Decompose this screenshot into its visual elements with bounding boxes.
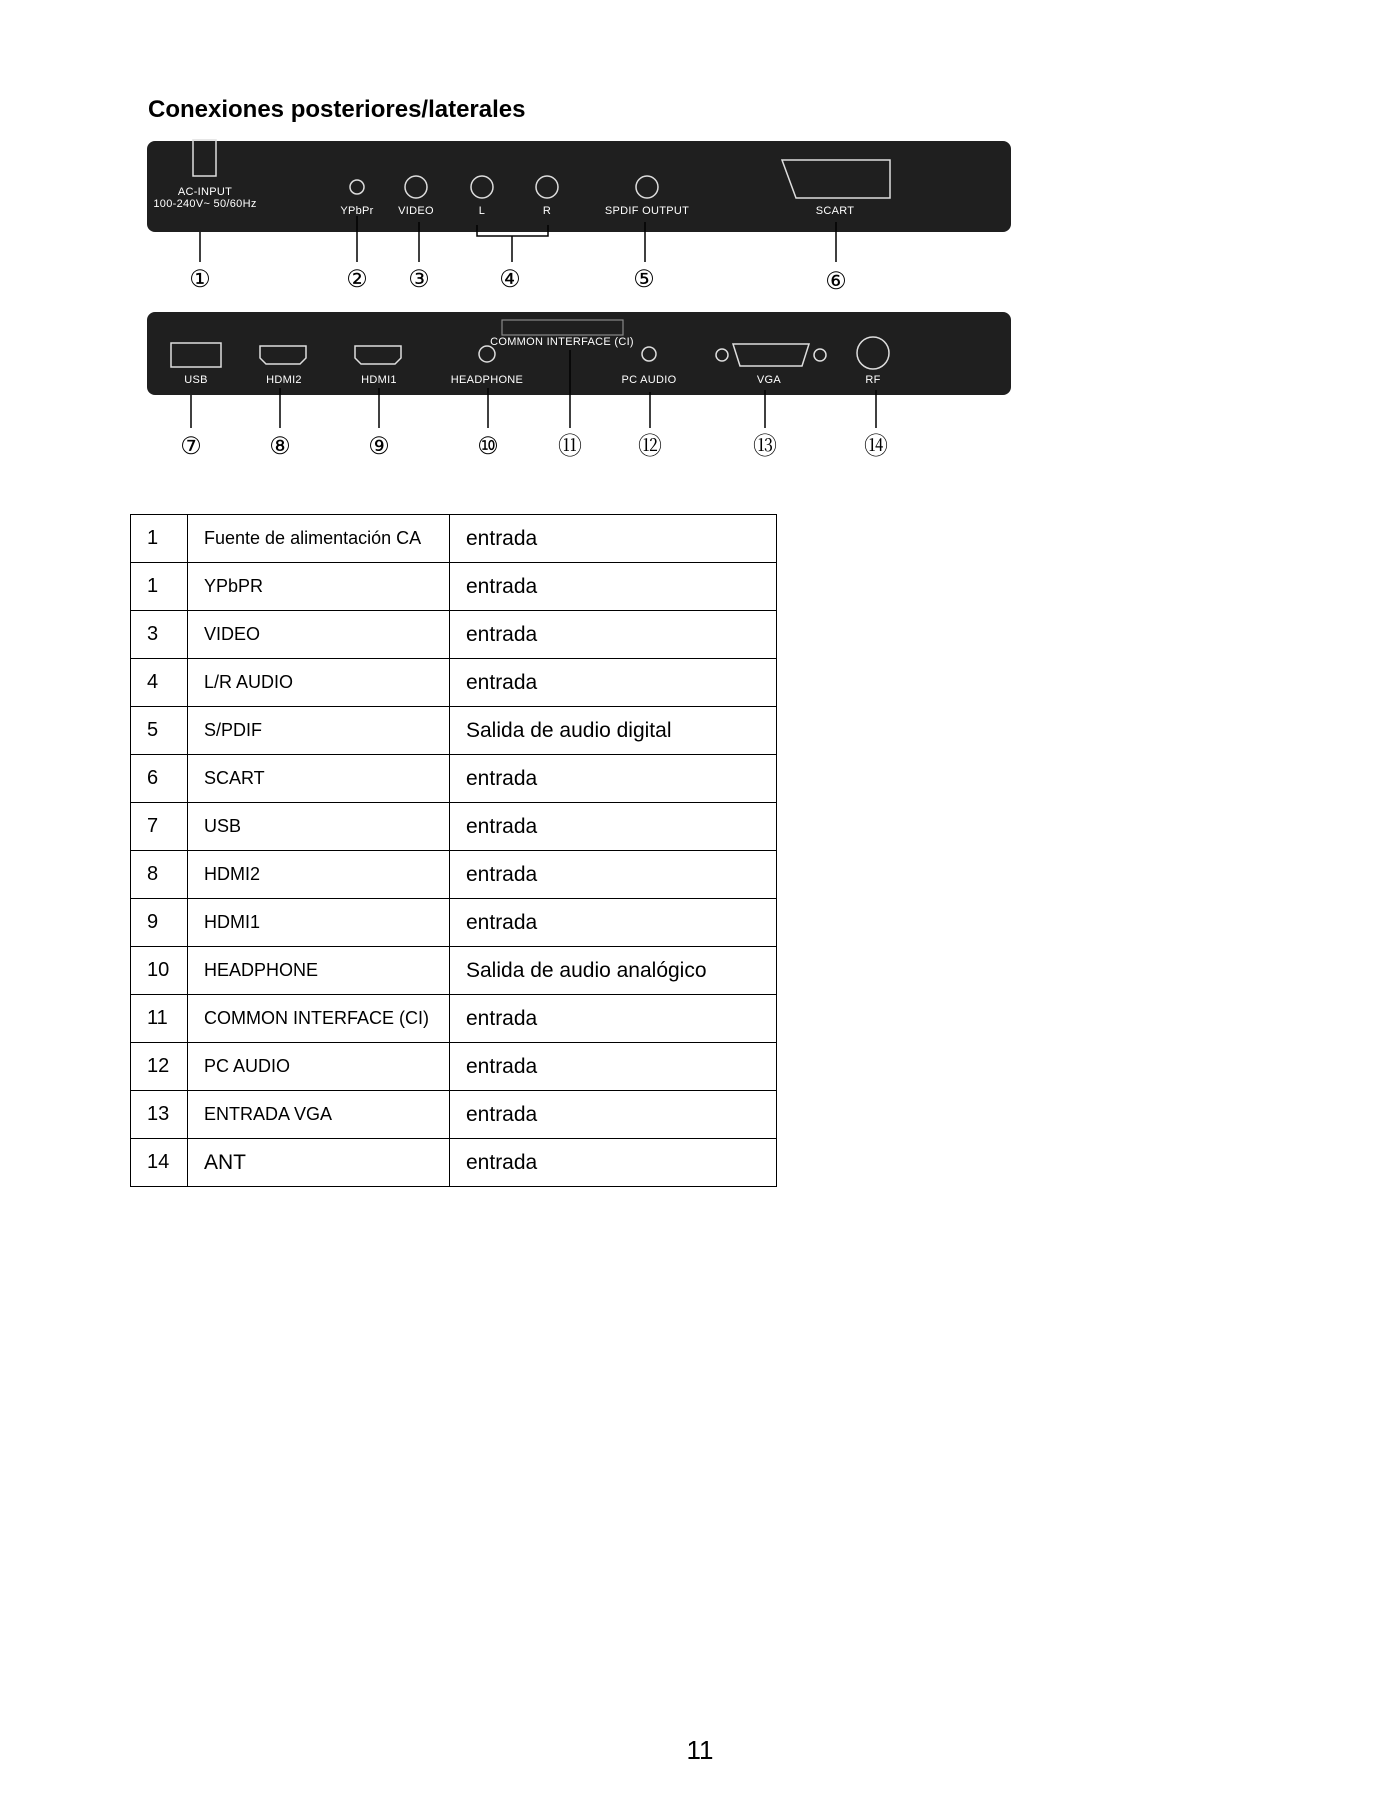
row-function: entrada xyxy=(450,1043,777,1091)
callout-13: ⑬ xyxy=(753,433,777,460)
row-connector: L/R AUDIO xyxy=(188,659,450,707)
row-connector: ANT xyxy=(188,1139,450,1187)
spdif-label: SPDIF OUTPUT xyxy=(604,205,690,217)
row-function: entrada xyxy=(450,995,777,1043)
callout-7: ⑦ xyxy=(180,433,202,460)
page-number: 11 xyxy=(686,1735,714,1765)
row-number: 13 xyxy=(131,1091,188,1139)
row-function: entrada xyxy=(450,803,777,851)
bottom-callouts xyxy=(180,433,888,460)
table-row xyxy=(131,659,777,707)
ac-input-spec: 100-240V~ 50/60Hz xyxy=(153,198,257,210)
row-function: entrada xyxy=(450,899,777,947)
top-callouts xyxy=(189,266,847,295)
callout-6: ⑥ xyxy=(825,268,847,295)
table-row xyxy=(131,755,777,803)
row-number: 12 xyxy=(131,1043,188,1091)
table-row xyxy=(131,1043,777,1091)
callout-9: ⑨ xyxy=(368,433,390,460)
hdmi2-label: HDMI2 xyxy=(266,374,302,386)
row-connector: PC AUDIO xyxy=(188,1043,450,1091)
row-connector: HDMI2 xyxy=(188,851,450,899)
row-connector: COMMON INTERFACE (CI) xyxy=(188,995,450,1043)
ac-input-label: AC-INPUT xyxy=(177,186,233,198)
row-number: 5 xyxy=(131,707,188,755)
row-function: entrada xyxy=(450,755,777,803)
connections-diagram xyxy=(0,0,1400,480)
table-row xyxy=(131,707,777,755)
row-function: Salida de audio digital xyxy=(450,707,777,755)
row-number: 11 xyxy=(131,995,188,1043)
row-number: 8 xyxy=(131,851,188,899)
rf-label: RF xyxy=(865,374,881,386)
table-row xyxy=(131,851,777,899)
page-title: Conexiones posteriores/laterales xyxy=(148,96,526,123)
table-row xyxy=(131,515,777,563)
row-connector: YPbPR xyxy=(188,563,450,611)
table-row xyxy=(131,947,777,995)
row-connector: HDMI1 xyxy=(188,899,450,947)
hdmi1-label: HDMI1 xyxy=(361,374,397,386)
row-connector: HEADPHONE xyxy=(188,947,450,995)
row-connector: USB xyxy=(188,803,450,851)
row-function: entrada xyxy=(450,659,777,707)
audio-r-label: R xyxy=(542,205,552,217)
vga-label: VGA xyxy=(756,374,782,386)
row-function: entrada xyxy=(450,515,777,563)
row-connector: VIDEO xyxy=(188,611,450,659)
row-number: 3 xyxy=(131,611,188,659)
row-function: entrada xyxy=(450,1139,777,1187)
row-function: entrada xyxy=(450,851,777,899)
callout-5: ⑤ xyxy=(633,266,655,293)
ypbpr-label: YPbPr xyxy=(340,205,374,217)
row-number: 14 xyxy=(131,1139,188,1187)
table-row xyxy=(131,803,777,851)
callout-14: ⑭ xyxy=(864,433,888,460)
row-connector: ENTRADA VGA xyxy=(188,1091,450,1139)
row-function: entrada xyxy=(450,611,777,659)
callout-8: ⑧ xyxy=(269,433,291,460)
row-connector: Fuente de alimentación CA xyxy=(188,515,450,563)
callout-10: ⑩ xyxy=(477,433,499,460)
row-connector: SCART xyxy=(188,755,450,803)
table-row xyxy=(131,611,777,659)
table-row xyxy=(131,563,777,611)
callout-4: ④ xyxy=(499,266,521,293)
row-function: entrada xyxy=(450,1091,777,1139)
row-function: entrada xyxy=(450,563,777,611)
table-row xyxy=(131,1139,777,1187)
audio-l-label: L xyxy=(478,205,486,217)
row-number: 4 xyxy=(131,659,188,707)
connections-table xyxy=(130,514,777,1187)
table-row xyxy=(131,899,777,947)
rear-panel-bottom xyxy=(147,312,1011,395)
pc-audio-label: PC AUDIO xyxy=(621,374,677,386)
row-number: 1 xyxy=(131,563,188,611)
callout-11: ⑪ xyxy=(558,433,582,460)
row-connector: S/PDIF xyxy=(188,707,450,755)
callout-12: ⑫ xyxy=(638,433,662,460)
row-number: 9 xyxy=(131,899,188,947)
table-row xyxy=(131,1091,777,1139)
table-row xyxy=(131,995,777,1043)
row-number: 6 xyxy=(131,755,188,803)
callout-1: ① xyxy=(189,266,211,293)
headphone-label: HEADPHONE xyxy=(450,374,524,386)
rear-panel-top xyxy=(147,140,1011,232)
scart-label: SCART xyxy=(815,205,855,217)
row-number: 10 xyxy=(131,947,188,995)
usb-label: USB xyxy=(184,374,208,386)
row-function: Salida de audio analógico xyxy=(450,947,777,995)
callout-2: ② xyxy=(346,266,368,293)
callout-3: ③ xyxy=(408,266,430,293)
row-number: 1 xyxy=(131,515,188,563)
ci-label: COMMON INTERFACE (CI) xyxy=(490,336,634,348)
video-label: VIDEO xyxy=(398,205,434,217)
row-number: 7 xyxy=(131,803,188,851)
